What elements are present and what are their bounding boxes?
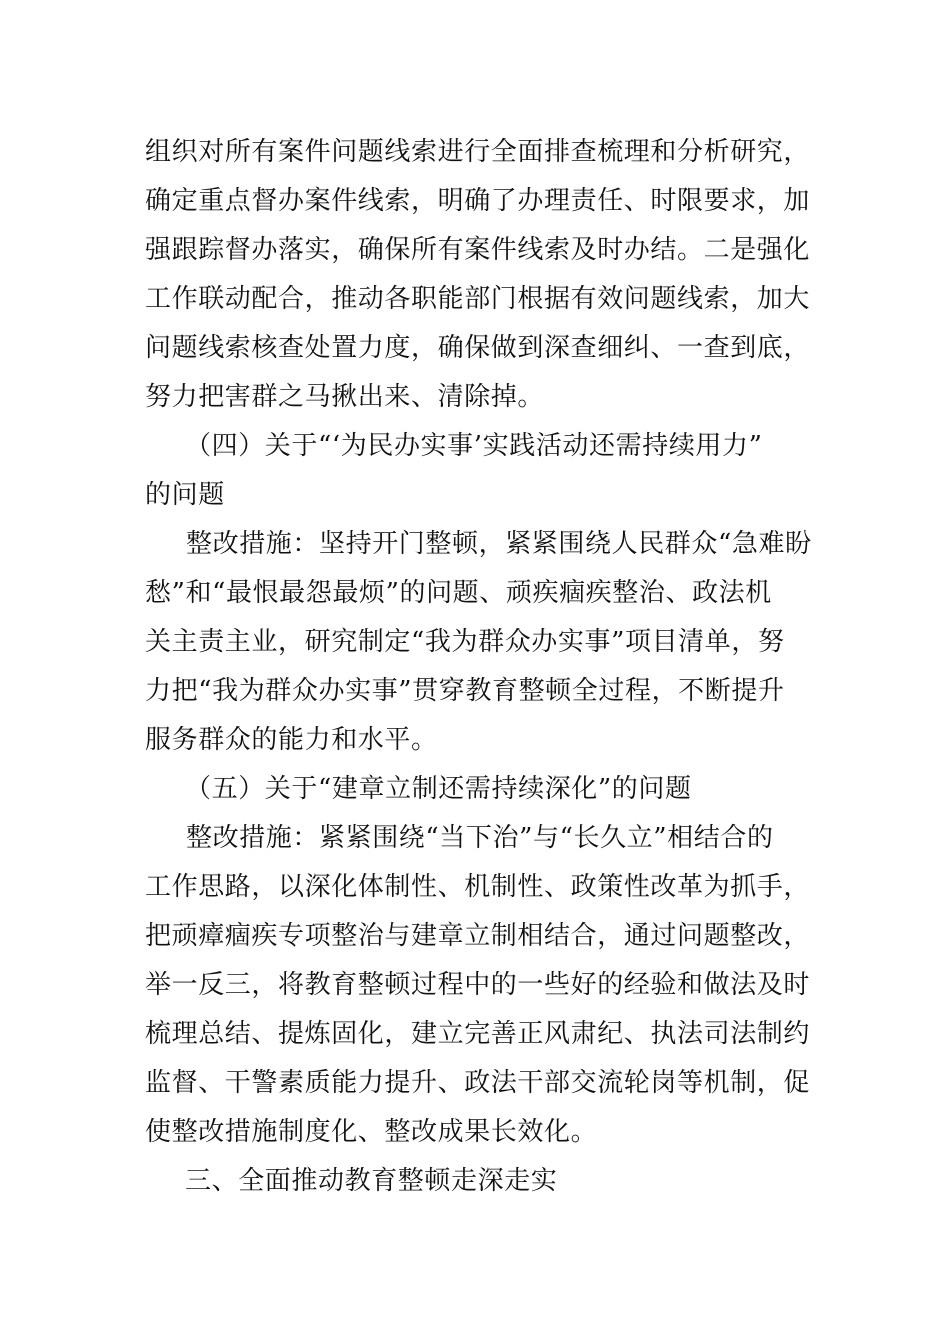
paragraph-line: 问题线索核查处置力度，确保做到深查细纠、一查到底， [145,333,811,363]
paragraph-line: 使整改措施制度化、整改成果长效化。 [145,1117,598,1147]
paragraph-line: 力把“我为群众办实事”贯穿教育整顿全过程，不断提升 [145,676,785,706]
paragraph-line: 服务群众的能力和水平。 [145,725,438,755]
paragraph-line: 举一反三，将教育整顿过程中的一些好的经验和做法及时 [145,970,811,1000]
section-heading-3: 三、全面推动教育整顿走深走实 [185,1166,558,1196]
paragraph-line: 整改措施：紧紧围绕“当下治”与“长久立”相结合的 [186,823,774,853]
paragraph-line: 整改措施：坚持开门整顿，紧紧围绕人民群众“急难盼 [186,529,812,559]
paragraph-line: 工作联动配合，推动各职能部门根据有效问题线索，加大 [145,284,811,314]
paragraph-line: 强跟踪督办落实，确保所有案件线索及时办结。二是强化 [145,235,811,265]
paragraph-line: 把顽瘴痼疾专项整治与建章立制相结合，通过问题整改， [145,921,811,951]
paragraph-line: 关主责主业，研究制定“我为群众办实事”项目清单，努 [145,627,785,657]
paragraph-line: 确定重点督办案件线索，明确了办理责任、时限要求，加 [145,186,811,216]
paragraph-line: 工作思路，以深化体制性、机制性、政策性改革为抓手， [145,872,811,902]
paragraph-line: 监督、干警素质能力提升、政法干部交流轮岗等机制，促 [145,1068,811,1098]
paragraph-line: 组织对所有案件问题线索进行全面排查梳理和分析研究， [145,137,811,167]
section-heading-5: （五）关于“建章立制还需持续深化”的问题 [185,774,692,804]
paragraph-line: 努力把害群之马揪出来、清除掉。 [145,382,545,412]
paragraph-line: 愁”和“最恨最怨最烦”的问题、顽疾痼疾整治、政法机 [145,578,772,608]
section-heading-4-continued: 的问题 [145,480,225,510]
paragraph-line: 梳理总结、提炼固化，建立完善正风肃纪、执法司法制约 [145,1019,811,1049]
section-heading-4: （四）关于“‘为民办实事’实践活动还需持续用力” [185,431,763,461]
